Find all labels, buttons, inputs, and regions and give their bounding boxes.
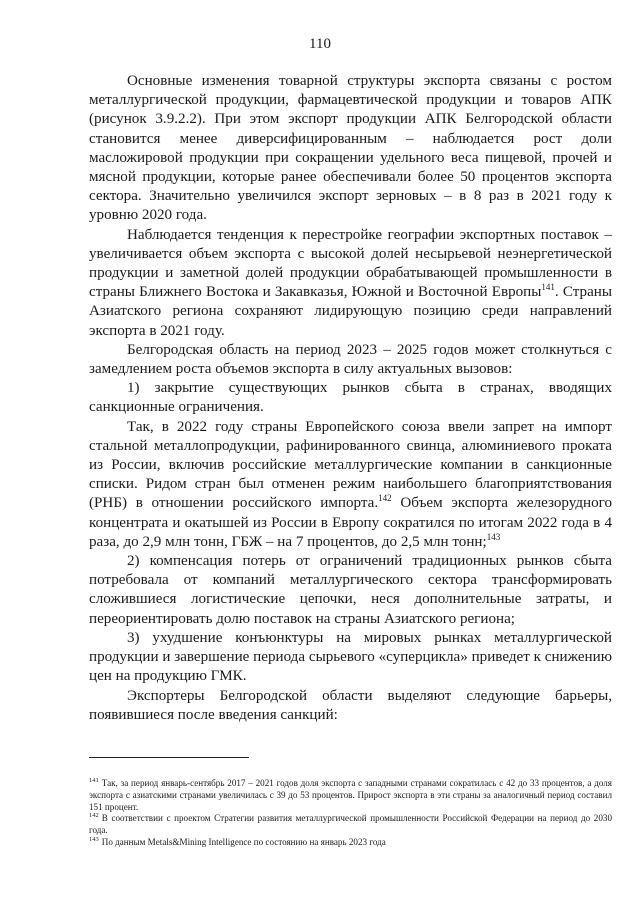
body-text (89, 72, 612, 725)
footnote-ref[interactable]: 142 (378, 493, 392, 504)
paragraph-6 (89, 552, 612, 629)
footnote-text: В соответствии с проектом Стратегии развития металлургической промышленности Российской Федерации на период до 2030 года. (89, 813, 612, 836)
footnote-ref[interactable]: 143 (486, 531, 501, 542)
paragraph-text: 2) компенсация потерь от ограничений традиционных рынков сбыта потребовала от компаний металлургического сектора трансформировать сложившиеся логистические цепочки, неся дополнительные затраты, и переориентировать долю поставок на страны Азиатского региона; (89, 553, 612, 627)
page-number: 110 (309, 36, 331, 52)
paragraph-7 (89, 629, 612, 687)
footnote-141 (89, 778, 612, 813)
paragraph-4 (89, 379, 612, 417)
footnotes (89, 778, 612, 849)
paragraph-1 (89, 72, 612, 226)
paragraph-2 (89, 226, 612, 341)
paragraph-text: Экспортеры Белгородской области выделяют следующие барьеры, появившиеся после введения санкций: (89, 687, 612, 723)
paragraph-text: Белгородская область на период 2023 – 2025 годов может столкнуться с замедлением роста объемов экспорта в силу актуальных вызовов: (89, 341, 612, 378)
footnote-143 (89, 837, 612, 849)
footnote-text: Так, за период январь-сентябрь 2017 – 2021 годов доля экспорта с западными странами сократилась с 42 до 33 процентов, а доля экспорта с азиатскими странами увеличилась с 39 до 53 процентов. Прирост экспорта в эти страны за аналогичный период составил 151 процент. (89, 778, 612, 812)
footnote-142 (89, 813, 612, 837)
paragraph-text: 1) закрытие существующих рынков сбыта в странах, вводящих санкционные ограничения. (89, 380, 612, 416)
footnote-mark: 142 (89, 812, 99, 820)
paragraph-5 (89, 418, 612, 552)
footnote-ref[interactable]: 141 (541, 282, 555, 293)
paragraph-3 (89, 341, 612, 379)
footnote-text: По данным Metals&Mining Intelligence по состоянию на январь 2023 года (101, 836, 386, 847)
footnote-mark: 143 (89, 835, 99, 843)
paragraph-text: Наблюдается тенденция к перестройке географии экспортных поставок – увеличивается объем экспорта с высокой долей несырьевой неэнергетической продукции и заметной долей продукции обрабатывающей промышленности в страны Ближнего Востока и Закавказья, Южной и Восточной Европы (89, 226, 612, 301)
paragraph-text: Объем экспорта железорудного концентрата и окатышей из России в Европу сократился по итогам 2022 года в 4 раза, до 2,9 млн тонн, ГБЖ – на 7 процентов, до 2,5 млн тонн; (89, 495, 612, 550)
paragraph-text: Основные изменения товарной структуры экспорта связаны с ростом металлургической продукции, фармацевтической продукции и товаров АПК (рисунок 3.9.2.2). При этом экспорт продукции АПК Белгородской области становится менее диверсифицированным – наблюдается рост доли масложировой продукции при сокращении удельного веса пищевой, прочей и мясной продукции, которые ранее обеспечивали более 50 процентов экспорта сектора. Значительно увеличился экспорт зерновых – в 8 раз в 2021 году к уровню 2020 года. (89, 73, 612, 224)
paragraph-text: Так, в 2022 году страны Европейского союза ввели запрет на импорт стальной металлопродукции, рафинированного свинца, алюминиевого проката из России, включив российские металлургические компании в санкционные списки. Ридом стран был отменен режим наибольшего благоприятствования (РНБ) в отношении российского импорта. (89, 418, 612, 512)
footnote-divider (89, 757, 249, 758)
paragraph-8 (89, 687, 612, 725)
footnote-mark: 141 (89, 776, 99, 784)
paragraph-text: . Страны Азиатского региона сохраняют лидирующую позицию среди направлений экспорта в 2021 году. (89, 284, 612, 339)
paragraph-text: 3) ухудшение конъюнктуры на мировых рынках металлургической продукции и завершение периода сырьевого «суперцикла» приведет к снижению цен на продукцию ГМК. (89, 629, 612, 685)
